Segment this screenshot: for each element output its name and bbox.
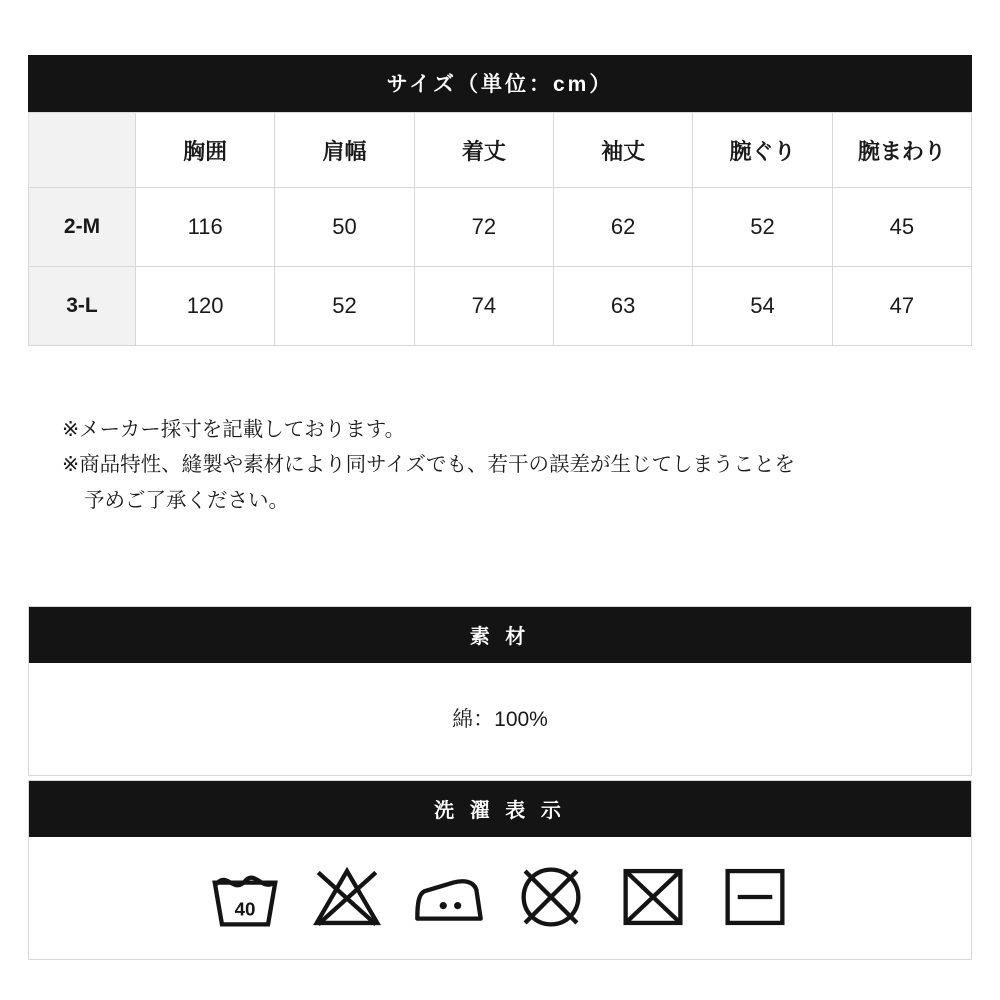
no-dry-clean-icon xyxy=(617,861,689,933)
cell-m-sleeve: 62 xyxy=(553,188,692,267)
flat-dry-icon xyxy=(719,861,791,933)
no-tumble-dry-icon xyxy=(515,861,587,933)
iron-medium-icon xyxy=(413,861,485,933)
material-value: 綿：100% xyxy=(29,663,971,775)
svg-text:40: 40 xyxy=(234,898,256,920)
cell-l-armhole: 54 xyxy=(693,267,832,346)
cell-l-sleeve: 63 xyxy=(553,267,692,346)
cell-m-shoulder: 50 xyxy=(275,188,414,267)
column-header-armcirc: 腕まわり xyxy=(832,113,971,188)
note-line-3: 予めご了承ください。 xyxy=(84,488,289,512)
table-row xyxy=(29,267,972,346)
notes-section xyxy=(62,412,962,518)
note-line-1: ※メーカー採寸を記載しております。 xyxy=(62,418,406,441)
row-header-size-l: 3-L xyxy=(29,267,136,346)
column-header-bust: 胸囲 xyxy=(136,113,275,188)
note-line-2: ※商品特性、縫製や素材により同サイズでも、若干の誤差が生じてしまうことを xyxy=(62,453,796,477)
wash-title: 洗 濯 表 示 xyxy=(29,781,971,837)
cell-l-length: 74 xyxy=(414,267,553,346)
column-header-shoulder: 肩幅 xyxy=(275,113,414,188)
cell-m-armcirc: 45 xyxy=(832,188,971,267)
column-header-armhole: 腕ぐり xyxy=(693,113,832,188)
table-row xyxy=(29,188,972,267)
size-table-head xyxy=(29,113,972,188)
cell-m-bust: 116 xyxy=(136,188,275,267)
no-bleach-icon xyxy=(311,861,383,933)
wash-icon-row xyxy=(29,837,971,959)
material-section xyxy=(28,606,972,776)
table-header-row xyxy=(29,113,972,188)
column-header-sleeve: 袖丈 xyxy=(553,113,692,188)
cell-l-bust: 120 xyxy=(136,267,275,346)
cell-l-armcirc: 47 xyxy=(832,267,971,346)
cell-l-shoulder: 52 xyxy=(275,267,414,346)
cell-m-length: 72 xyxy=(414,188,553,267)
wash-40-icon xyxy=(209,861,281,933)
size-table-title: サイズ（単位：cm） xyxy=(28,55,972,112)
size-table-corner xyxy=(29,113,136,188)
column-header-length: 着丈 xyxy=(414,113,553,188)
size-table-body xyxy=(29,188,972,346)
size-table xyxy=(28,55,972,346)
cell-m-armhole: 52 xyxy=(693,188,832,267)
wash-section xyxy=(28,780,972,960)
material-title: 素 材 xyxy=(29,607,971,663)
size-table-section xyxy=(28,55,972,346)
row-header-size-m: 2-M xyxy=(29,188,136,267)
